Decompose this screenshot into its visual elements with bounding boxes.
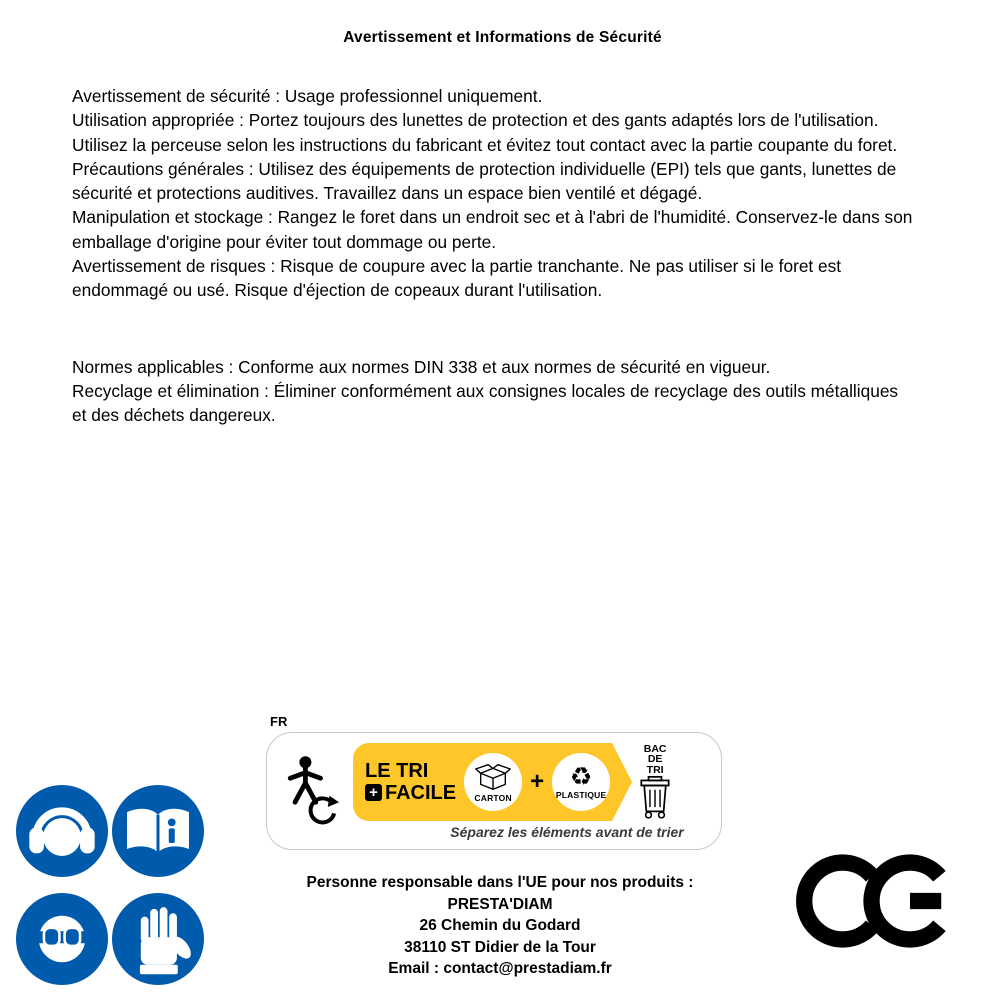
- plus-box-icon: +: [365, 784, 382, 801]
- manual-book-glyph: [115, 788, 201, 874]
- triman-glyph: [283, 753, 347, 829]
- safety-paragraph: Manipulation et stockage : Rangez le foret dans un endroit sec et à l'abri de l'humidité. Conservez-le dans son emballage d'origine pour éviter tout dommage ou perte.: [72, 207, 913, 252]
- tri-yellow-band: [353, 743, 612, 821]
- bin-word: TRI: [646, 763, 664, 776]
- address-line: 38110 ST Didier de la Tour: [404, 938, 596, 956]
- country-code: FR: [270, 714, 288, 729]
- info-tri-label: [266, 714, 722, 850]
- read-instructions-icon: [112, 785, 204, 877]
- le-tri-facile-logo: [365, 760, 456, 804]
- chevron-right-icon: [612, 743, 632, 821]
- ear-protection-glyph: [19, 788, 105, 874]
- safety-paragraph: Utilisation appropriée : Portez toujours des lunettes de protection et des gants adaptés lors de l'utilisation. Utilisez la perceuse selon les instructions du fabricant et évitez tout contact avec la partie coupante du foret.: [72, 110, 898, 155]
- bin-word: BAC: [643, 742, 667, 755]
- safety-paragraph: Précautions générales : Utilisez des équipements de protection individuelle (EPI) tels que gants, lunettes de sécurité et protections auditives. Travaillez dans un espace bien ventilé et dégagé.: [72, 158, 897, 204]
- safety-paragraph: Avertissement de sécurité : Usage professionnel uniquement.: [72, 86, 543, 106]
- email-line: Email : contact@prestadiam.fr: [388, 960, 612, 977]
- facile-text: FACILE: [385, 781, 457, 804]
- safety-paragraph: Recyclage et élimination : Éliminer conformément aux consignes locales de recyclage des outils métalliques et des déchets dangereux.: [72, 380, 899, 426]
- responsible-heading: Personne responsable dans l'UE pour nos produits :: [306, 874, 694, 891]
- hand-protection-icon: [112, 893, 204, 985]
- bin-icon: [637, 775, 673, 819]
- le-tri-text: LE TRI: [365, 759, 429, 782]
- address-line: 26 Chemin du Godard: [419, 917, 581, 934]
- plastique-label: PLASTIQUE: [555, 789, 607, 800]
- glove-glyph: [115, 896, 201, 982]
- carton-badge: [464, 753, 522, 811]
- bin-label: [644, 744, 667, 776]
- goggles-glyph: [19, 896, 105, 982]
- carton-label: CARTON: [474, 792, 512, 803]
- ce-mark-icon: [796, 851, 948, 951]
- plus-separator: +: [530, 767, 545, 795]
- safety-paragraph-group-1: [72, 84, 917, 303]
- tri-main: [353, 739, 711, 843]
- plastique-badge: [552, 753, 610, 811]
- tri-tagline: Séparez les éléments avant de trier: [450, 823, 684, 840]
- page-title: Avertissement et Informations de Sécurité: [343, 29, 662, 46]
- safety-text-block: [72, 84, 917, 428]
- bin-word: DE: [647, 753, 663, 766]
- responsible-person-block: [255, 872, 745, 980]
- eye-protection-icon: [16, 893, 108, 985]
- recycle-icon: ♻: [569, 762, 593, 791]
- tri-row: [353, 743, 711, 821]
- facile-row: [365, 782, 456, 804]
- triman-icon: [277, 753, 353, 829]
- company-name: PRESTA'DIAM: [447, 895, 553, 913]
- ce-mark-text: [796, 951, 797, 952]
- ce-glyph: [796, 851, 948, 951]
- sorting-bin-group: [637, 744, 673, 820]
- safety-paragraph: Normes applicables : Conforme aux normes DIN 338 et aux normes de sécurité en vigueur.: [72, 356, 771, 377]
- tri-facile-panel: [266, 732, 722, 850]
- ear-protection-icon: [16, 785, 108, 877]
- safety-paragraph-group-2: [72, 355, 917, 428]
- carton-icon: [473, 761, 513, 793]
- safety-paragraph: Avertissement de risques : Risque de coupure avec la partie tranchante. Ne pas utiliser si le foret est endommagé ou usé. Risque d'éjection de copeaux durant l'utilisation.: [72, 256, 842, 301]
- mandatory-pictogram-grid: [16, 785, 204, 985]
